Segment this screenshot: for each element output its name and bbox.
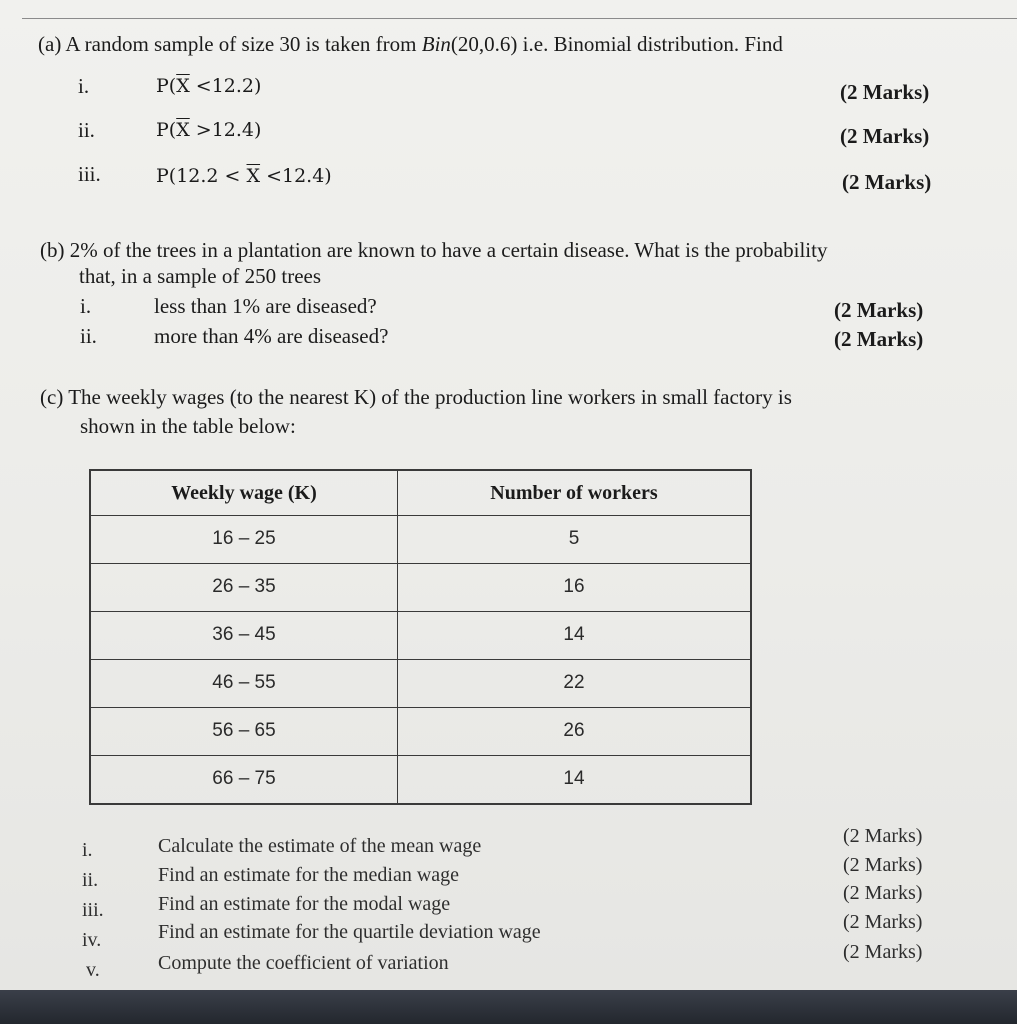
table-row (90, 755, 751, 804)
col-number-of-workers: Number of workers (398, 470, 752, 516)
part-b-item-text: less than 1% are diseased? (154, 294, 377, 318)
part-b-item-num: ii. (80, 324, 97, 348)
table-header-row (90, 470, 751, 516)
part-c-item-text: Calculate the estimate of the mean wage (158, 835, 482, 857)
part-c-item-marks: (2 Marks) (843, 882, 923, 904)
part-a-item-expr: $P(\overline{X} >12.4)$ (156, 119, 262, 141)
workers-cell: 5 (398, 516, 752, 564)
part-c-item-num: i. (82, 839, 93, 861)
part-a-intro-end: i.e. Binomial distribution. Find (517, 32, 783, 56)
part-a-item-num: i. (78, 74, 90, 98)
part-a-dist: Bin (421, 32, 451, 56)
top-rule (22, 18, 1017, 19)
table-row (90, 611, 751, 659)
part-a-label: (a) (38, 32, 62, 56)
part-a-item-expr: $P(12.2 < \overline{X} <12.4)$ (156, 165, 332, 187)
part-b-item-marks: (2 Marks) (834, 298, 924, 322)
part-c-item-num: iv. (82, 929, 102, 951)
wage-table (89, 469, 752, 805)
part-a-item-marks: (2 Marks) (840, 80, 930, 104)
wage-cell: 46 – 55 (90, 659, 398, 707)
part-c-item-marks: (2 Marks) (843, 854, 923, 876)
part-b-line1: 2% of the trees in a plantation are known to have a certain disease. What is the probability (69, 238, 828, 262)
part-b-item-marks: (2 Marks) (834, 327, 924, 351)
part-c-line2: shown in the table below: (80, 414, 296, 438)
wage-cell: 16 – 25 (90, 516, 398, 564)
workers-cell: 22 (398, 659, 752, 707)
workers-cell: 14 (398, 755, 752, 804)
wage-cell: 26 – 35 (90, 563, 398, 611)
part-c-item-marks: (2 Marks) (843, 941, 923, 963)
part-c-question (40, 385, 792, 409)
table-row (90, 516, 751, 564)
part-a-item-expr: $P(\overline{X} <12.2)$ (156, 75, 262, 97)
table-row (90, 659, 751, 707)
part-b-item-num: i. (80, 294, 92, 318)
part-a-item-marks: (2 Marks) (840, 124, 930, 148)
screen-bottom-edge (0, 990, 1017, 1024)
workers-cell: 14 (398, 611, 752, 659)
wage-cell: 56 – 65 (90, 707, 398, 755)
part-c-item-num: ii. (82, 869, 99, 891)
part-c-item-text: Find an estimate for the modal wage (158, 893, 451, 915)
part-c-item-marks: (2 Marks) (843, 825, 923, 847)
part-c-item-marks: (2 Marks) (843, 911, 923, 933)
table-row (90, 707, 751, 755)
table-row (90, 563, 751, 611)
workers-cell: 16 (398, 563, 752, 611)
part-c-label: (c) (40, 385, 64, 409)
part-b-line2: that, in a sample of 250 trees (79, 264, 322, 288)
col-weekly-wage: Weekly wage (K) (90, 470, 398, 516)
part-a-item-num: ii. (78, 118, 95, 142)
part-a-intro: A random sample of size 30 is taken from (65, 32, 422, 56)
part-c-item-num: iii. (82, 899, 104, 921)
workers-cell: 26 (398, 707, 752, 755)
part-c-item-text: Find an estimate for the quartile deviation wage (158, 921, 541, 943)
part-b-question (40, 238, 827, 262)
part-c-item-text: Find an estimate for the median wage (158, 864, 460, 886)
part-a-item-num: iii. (78, 162, 101, 186)
part-c-item-num: v. (86, 959, 100, 981)
part-b-label: (b) (40, 238, 65, 262)
wage-cell: 66 – 75 (90, 755, 398, 804)
part-b-item-text: more than 4% are diseased? (154, 324, 389, 348)
part-a-dist-params: (20,0.6) (450, 32, 518, 56)
part-a-item-marks: (2 Marks) (842, 170, 932, 194)
part-c-line1: The weekly wages (to the nearest K) of the production line workers in small factory is (68, 385, 792, 409)
part-c-item-text: Compute the coefficient of variation (158, 952, 449, 974)
part-a-question (38, 32, 783, 56)
wage-cell: 36 – 45 (90, 611, 398, 659)
